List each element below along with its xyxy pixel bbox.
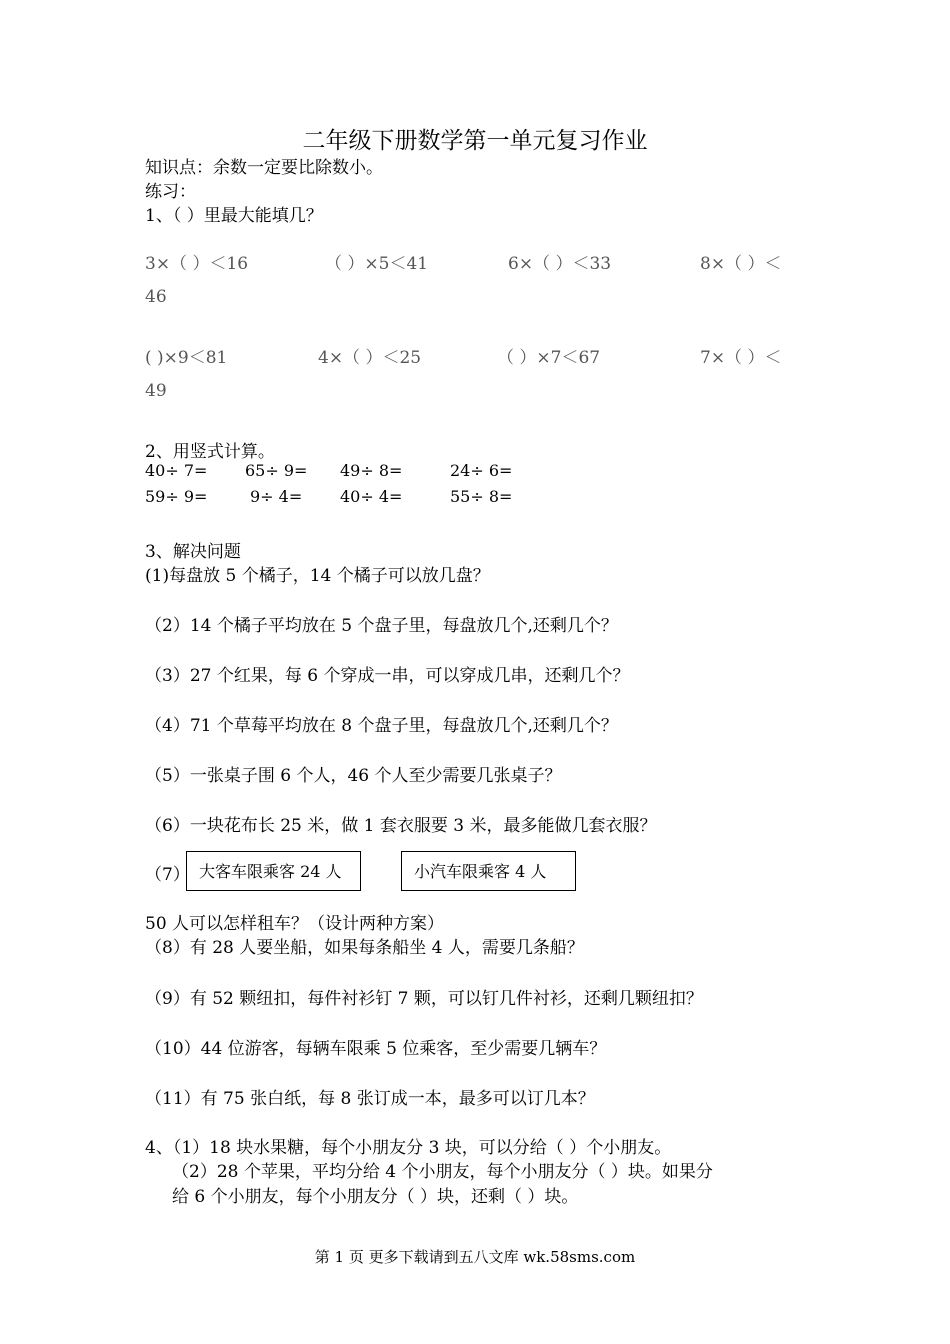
q3-problem-10: （10）44 位游客，每辆车限乘 5 位乘客，至少需要几辆车？ — [145, 1039, 607, 1059]
car-capacity-label: 小汽车限乘客 4 人 — [414, 862, 547, 881]
bus-capacity-box — [186, 851, 361, 891]
q1-item: （ ）×7＜67 — [497, 348, 601, 368]
q3-problem-11: （11）有 75 张白纸，每 8 张订成一本，最多可以订几本？ — [145, 1089, 595, 1109]
q2-heading: 2、用竖式计算。 — [145, 442, 275, 462]
q1-heading: 1、（ ）里最大能填几？ — [145, 206, 323, 226]
q2-item: 40÷ 4= — [340, 487, 403, 506]
page-footer: 第 1 页 更多下载请到五八文库 wk.58sms.com — [314, 1248, 636, 1266]
q1-item: 7×（ ）＜ — [700, 348, 782, 368]
q2-item: 9÷ 4= — [250, 487, 303, 506]
q3-problem-5: （5）一张桌子围 6 个人，46 个人至少需要几张桌子？ — [145, 766, 562, 786]
q3-problem-9: （9）有 52 颗纽扣，每件衬衫钉 7 颗，可以钉几件衬衫，还剩几颗纽扣？ — [145, 989, 703, 1009]
q3-problem-2: （2）14 个橘子平均放在 5 个盘子里，每盘放几个,还剩几个？ — [145, 616, 618, 636]
q3-problem-7: 50 人可以怎样租车？（设计两种方案） — [145, 914, 445, 934]
q3-problem-7-label: （7） — [145, 865, 190, 885]
practice-label: 练习： — [145, 182, 196, 202]
q3-problem-3: （3）27 个红果，每 6 个穿成一串，可以穿成几串，还剩几个？ — [145, 666, 630, 686]
q3-problem-1: (1)每盘放 5 个橘子，14 个橘子可以放几盘？ — [145, 566, 490, 586]
q3-problem-6: （6）一块花布长 25 米，做 1 套衣服要 3 米，最多能做几套衣服？ — [145, 816, 657, 836]
q1-item: 4×（ ）＜25 — [318, 348, 422, 368]
q4-line-1: 4、（1）18 块水果糖，每个小朋友分 3 块，可以分给（ ）个小朋友。 — [145, 1138, 672, 1158]
page-title: 二年级下册数学第一单元复习作业 — [302, 128, 648, 154]
q2-item: 65÷ 9= — [245, 461, 308, 480]
q1-item: 8×（ ）＜ — [700, 254, 782, 274]
q3-problem-8: （8）有 28 人要坐船，如果每条船坐 4 人，需要几条船？ — [145, 938, 584, 958]
q3-heading: 3、解决问题 — [145, 542, 241, 562]
q2-item: 49÷ 8= — [340, 461, 403, 480]
car-capacity-box — [401, 851, 576, 891]
q2-item: 40÷ 7= — [145, 461, 208, 480]
q2-item: 24÷ 6= — [450, 461, 513, 480]
q4-line-2: （2）28 个苹果，平均分给 4 个小朋友，每个小朋友分（ ）块。如果分 — [172, 1162, 713, 1182]
q4-line-3: 给 6 个小朋友，每个小朋友分（ ）块，还剩（ ）块。 — [172, 1187, 579, 1207]
q1-item-wrap: 46 — [145, 287, 167, 307]
q1-item: ( )×9＜81 — [145, 348, 228, 368]
knowledge-point: 知识点：余数一定要比除数小。 — [145, 158, 383, 178]
q1-item: 6×（ ）＜33 — [508, 254, 612, 274]
q1-item-wrap: 49 — [145, 381, 167, 401]
q3-problem-4: （4）71 个草莓平均放在 8 个盘子里，每盘放几个,还剩几个？ — [145, 716, 618, 736]
q2-item: 59÷ 9= — [145, 487, 208, 506]
bus-capacity-label: 大客车限乘客 24 人 — [199, 862, 342, 881]
q1-item: （ ）×5＜41 — [325, 254, 429, 274]
q2-item: 55÷ 8= — [450, 487, 513, 506]
q1-item: 3×（ ）＜16 — [145, 254, 249, 274]
